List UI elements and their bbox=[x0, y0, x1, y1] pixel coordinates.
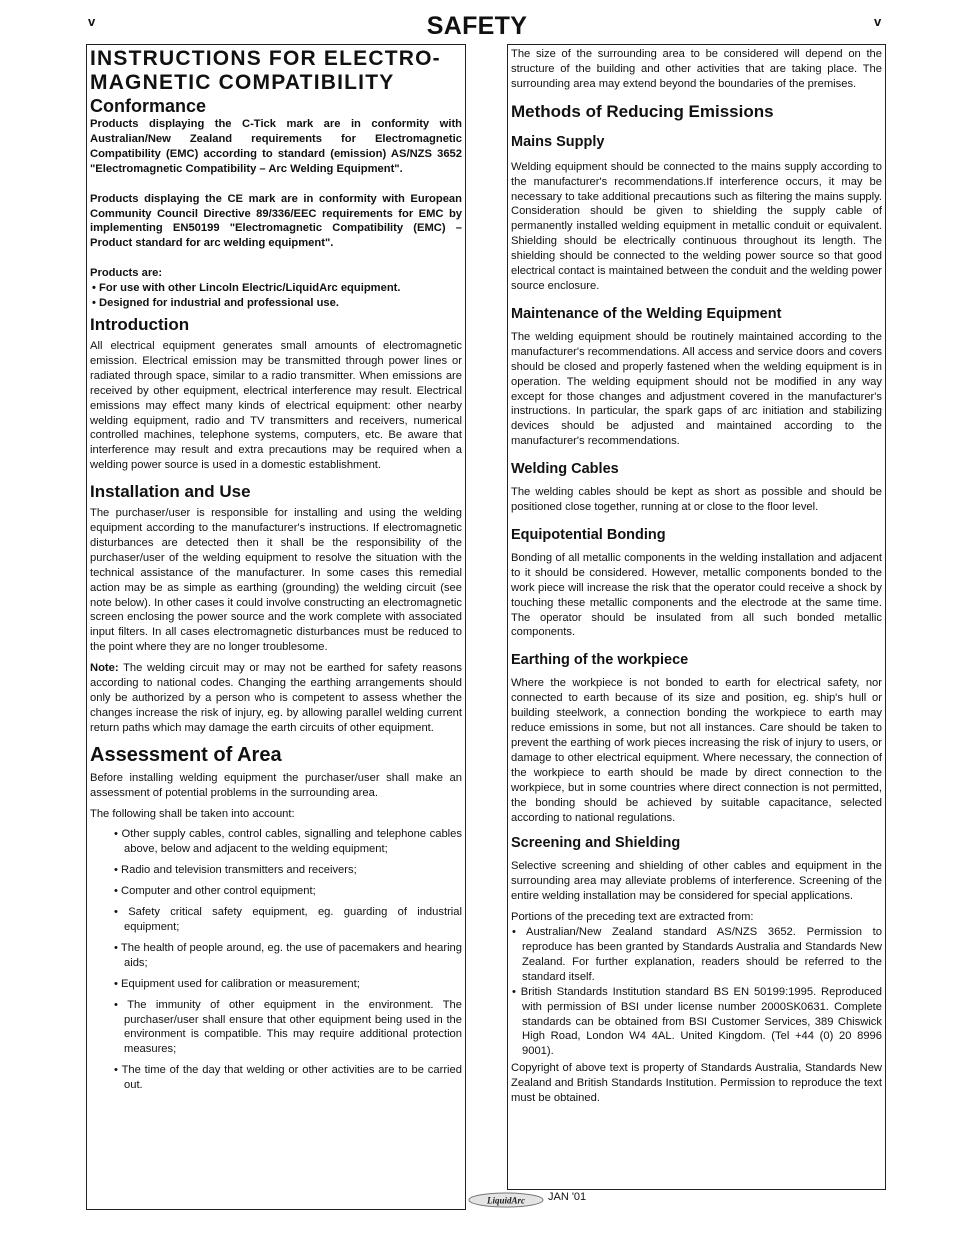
assessment-intro: Before installing welding equipment the purchaser/user shall make an assessment of potential problems in the surrounding area. bbox=[90, 771, 462, 799]
logo-text: LiquidArc bbox=[486, 1195, 526, 1206]
cables-heading: Welding Cables bbox=[511, 461, 619, 478]
list-item: • British Standards Institution standard BS EN 50199:1995. Reproduced with permission of BSI under license number 2000SK0631. Complete standards can be obtained from BSI Customer Services, 389 Chiswick High Road, London W4 4AL. United Kingdom. (Tel +44 (0) 20 8996 9001). bbox=[512, 985, 882, 1058]
list-item: • The immunity of other equipment in the environment. The purchaser/user shall ensure that other equipment being used in the environment is compatible. This may require additional protection measures; bbox=[114, 998, 463, 1056]
screening-heading: Screening and Shielding bbox=[511, 835, 681, 852]
list-item: • Radio and television transmitters and receivers; bbox=[114, 864, 357, 877]
products-label: Products are: bbox=[90, 267, 163, 280]
mains-text: Welding equipment should be connected to the mains supply according to the manufacturer's recommendations.If interference occurs, it may be necessary to take additional precautions such as filtering the mains supply. Consideration should be given to shielding the supply cable of permanently installed welding equipment in metallic conduit or equivalent. Shielding should be electrically continuous throughout its length. The shielding should be connected to the welding power source so that good electrical contact is maintained between the conduit and the welding power source enclosure. bbox=[511, 160, 882, 292]
area-size-text: The size of the surrounding area to be considered will depend on the structure of the building and other activities that are taking place. The surrounding area may extend beyond the boundaries of the premises. bbox=[511, 48, 882, 90]
installation-heading: Installation and Use bbox=[90, 482, 251, 502]
methods-heading: Methods of Reducing Emissions bbox=[511, 101, 774, 121]
main-heading: INSTRUCTIONS FOR ELECTRO-MAGNETIC COMPATIBILITY bbox=[90, 47, 441, 94]
assessment-list bbox=[112, 827, 462, 1093]
bonding-text: Bonding of all metallic components in the welding installation and adjacent to it should be considered. However, metallic components bonded to the work piece will increase the risk that the operator could receive a shock by touching these metallic components and the electrode at the same time. The operator should be insulated from all such bonded metallic components. bbox=[511, 551, 882, 639]
mains-heading: Mains Supply bbox=[511, 133, 605, 150]
conformance-heading: Conformance bbox=[90, 96, 207, 116]
installation-text: The purchaser/user is responsible for installing and using the welding equipment according to the manufacturer's instructions. If electromagnetic disturbances are detected then it shall be the responsibility of the purchaser/user of the welding equipment to resolve the situation with the technical assistance of the manufacturer. In some cases this remedial action may be as simple as earthing (grounding) the welding circuit (see note below). In other cases it could involve constructing an electromagnetic screen enclosing the power source and the work complete with associated input filters. In all cases electromagnetic disturbances must be reduced to the point where they are no longer troublesome. bbox=[90, 507, 462, 654]
installation-note: Note: The welding circuit may or may not be earthed for safety reasons according to national codes. Changing the earthing arrangements should only be authorized by a person who is competent to assess whether the changes increase the risk of injury, eg. by allowing parallel welding current return paths which may damage the earth circuits of other equipment. bbox=[90, 662, 462, 734]
maintenance-heading: Maintenance of the Welding Equipment bbox=[511, 305, 782, 322]
maintenance-text: The welding equipment should be routinely maintained according to the manufacturer's recommendations. All access and service doors and covers should be closed and properly fastened when the welding equipment is in operation. The welding equipment should not be modified in any way except for those changes and adjustment covered in the manufacturer's instructions. In particular, the spark gaps of arc initiation and stabilizing devices should be adjusted and maintained according to the manufacturer's recommendations. bbox=[511, 330, 882, 448]
copyright-text: Copyright of above text is property of Standards Australia, Standards New Zealand and British Standards Institution. Permission to reproduce the text must be obtained. bbox=[511, 1062, 882, 1105]
products-list bbox=[90, 281, 462, 311]
introduction-text: All electrical equipment generates small amounts of electromagnetic emission. Electrical emission may be transmitted through power lines or radiated through space, similar to a radio transmitter. When emissions are received by other equipment, electrical interference may result. Electrical emissions may effect many kinds of electrical equipment: other nearby welding equipment, radio and TV transmitters and receivers, numerical controlled machines, telephone systems, computers, etc. Be aware that interference may result and extra precautions may be required when a welding power source is used in a domestic establishment. bbox=[90, 339, 462, 472]
earthing-heading: Earthing of the workpiece bbox=[511, 652, 689, 669]
screening-text: Selective screening and shielding of other cables and equipment in the surrounding area may alleviate problems of interference. Screening of the entire welding installation may be considered for special applications. bbox=[511, 860, 882, 903]
page-number-right: v bbox=[874, 14, 882, 29]
list-item: • For use with other Lincoln Electric/LiquidArc equipment. bbox=[92, 282, 401, 295]
conformance-ctick: Products displaying the C-Tick mark are in conformity with Australian/New Zealand requirements for Electromagnetic Compatibility (EMC) according to standard (emission) AS/NZS 3652 "Electromagnetic Compatibility – Arc Welding Equipment". bbox=[90, 118, 462, 175]
introduction-heading: Introduction bbox=[90, 314, 190, 334]
list-item: • Other supply cables, control cables, signalling and telephone cables above, below and adjacent to the welding equipment; bbox=[114, 828, 462, 856]
sources-intro: Portions of the preceding text are extracted from: bbox=[511, 911, 754, 924]
earthing-text: Where the workpiece is not bonded to earth for electrical safety, nor connected to earth because of its size and position, eg. ship's hull or building steelwork, a connection bonding the workpiece to earth may reduce emissions in some, but not all instances. Care should be taken to prevent the earthing of work pieces increasing the risk of injury to users, or damage to other electrical equipment. Where necessary, the connection of the workpiece to earth should be made by direct connection to the workpiece, but in some countries where direct connection is not permitted, the bonding should be achieved by suitable capacitance, selected according to national regulations. bbox=[511, 677, 882, 824]
footer-date: JAN '01 bbox=[548, 1191, 587, 1203]
cables-text: The welding cables should be kept as short as possible and should be positioned close together, running at or close to the floor level. bbox=[511, 486, 882, 514]
left-column bbox=[86, 44, 466, 1210]
sources-list bbox=[511, 925, 882, 1059]
page-title: SAFETY bbox=[426, 12, 528, 40]
list-item: • Safety critical safety equipment, eg. guarding of industrial equipment; bbox=[114, 906, 462, 933]
list-item: • The time of the day that welding or other activities are to be carried out. bbox=[114, 1064, 462, 1092]
assessment-heading: Assessment of Area bbox=[90, 743, 282, 766]
list-item: • The health of people around, eg. the use of pacemakers and hearing aids; bbox=[114, 941, 462, 969]
page-number-left: v bbox=[88, 14, 96, 29]
assessment-list-intro: The following shall be taken into account: bbox=[90, 807, 295, 820]
list-item: • Computer and other control equipment; bbox=[114, 885, 316, 898]
list-item: • Equipment used for calibration or measurement; bbox=[114, 977, 360, 990]
list-item: • Designed for industrial and professional use. bbox=[92, 297, 339, 310]
conformance-ce: Products displaying the CE mark are in conformity with European Community Council Directive 89/336/EEC requirements for EMC by implementing EN50199 "Electromagnetic Compatibility (EMC) – Product standard for arc welding equipment". bbox=[90, 192, 462, 250]
bonding-heading: Equipotential Bonding bbox=[511, 526, 666, 543]
list-item: • Australian/New Zealand standard AS/NZS 3652. Permission to reproduce has been granted by Standards Australia and Standards New Zealand. For further explanation, readers should be referred to the standard itself. bbox=[512, 926, 882, 983]
liquidarc-logo bbox=[468, 1192, 544, 1208]
right-column bbox=[507, 44, 886, 1190]
